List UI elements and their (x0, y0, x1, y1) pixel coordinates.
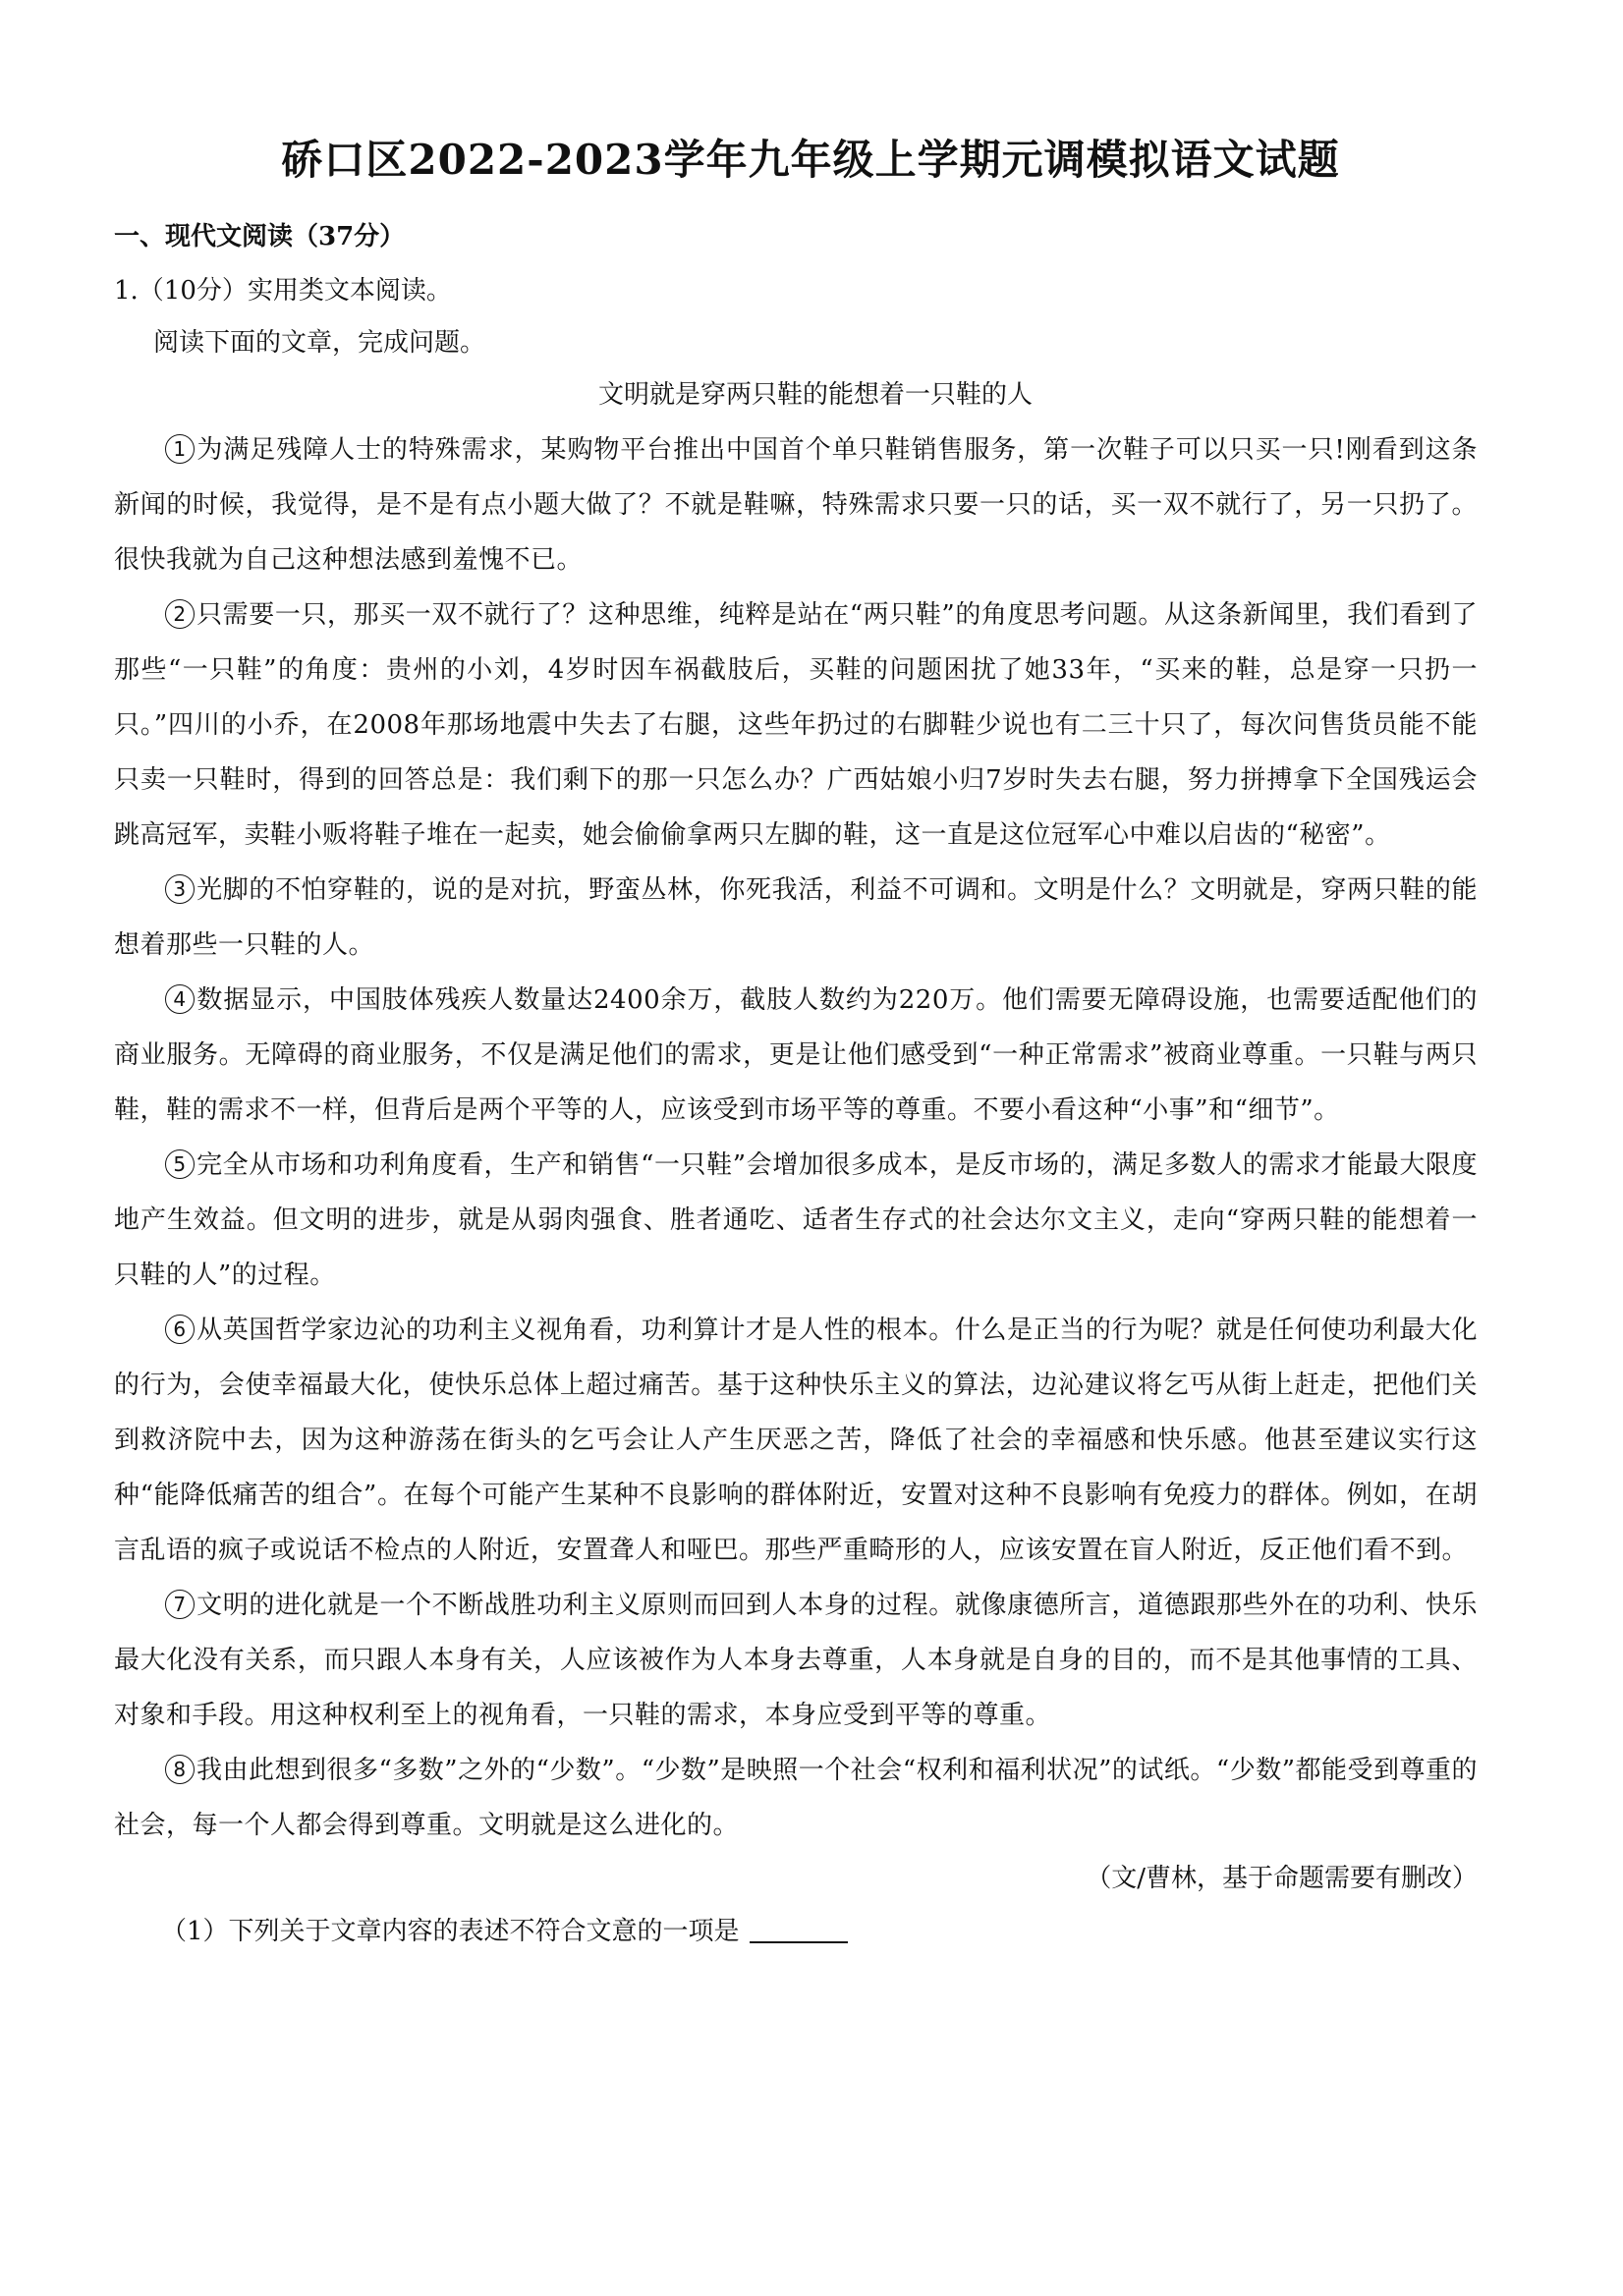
article-paragraph (114, 422, 1478, 588)
instruction-text: 阅读下面的文章，完成问题。 (153, 328, 486, 358)
paragraph-text: 从英国哲学家边沁的功利主义视角看，功利算计才是人性的根本。什么是正当的行为呢？就是任何使功利最大化的行为，会使幸福最大化，使快乐总体上超过痛苦。基于这种快乐主义的算法，边沁建议将乞丐从街上赶走，把他们关到救济院中去，因为这种游荡在街头的乞丐会让人产生厌恶之苦，降低了社会的幸福感和快乐感。他甚至建议实行这种“能降低痛苦的组合”。在每个可能产生某种不良影响的群体附近，安置对这种不良影响有免疫力的群体。例如，在胡言乱语的疯子或说话不检点的人附近，安置聋人和哑巴。那些严重畸形的人，应该安置在盲人附近，反正他们看不到。 (114, 1316, 1478, 1565)
paragraph-text: 文明的进化就是一个不断战胜功利主义原则而回到人本身的过程。就像康德所言，道德跟那些外在的功利、快乐最大化没有关系，而只跟人本身有关，人应该被作为人本身去尊重，人本身就是自身的目的，而不是其他事情的工具、对象和手段。用这种权利至上的视角看，一只鞋的需求，本身应受到平等的尊重。 (114, 1591, 1478, 1730)
paragraph-number: 6 (165, 1315, 195, 1344)
paragraph-text: 只需要一只，那买一双不就行了？这种思维，纯粹是站在“两只鞋”的角度思考问题。从这条新闻里，我们看到了那些“一只鞋”的角度：贵州的小刘，4岁时因车祸截肢后，买鞋的问题困扰了她33年，“买来的鞋，总是穿一只扔一只。”四川的小乔，在2008年那场地震中失去了右腿，这些年扔过的右脚鞋少说也有二三十只了，每次问售货员能不能只卖一只鞋时，得到的回答总是：我们剩下的那一只怎么办？广西姑娘小归7岁时失去右腿，努力拼搏拿下全国残运会跳高冠军，卖鞋小贩将鞋子堆在一起卖，她会偷偷拿两只左脚的鞋，这一直是这位冠军心中难以启齿的“秘密”。 (114, 600, 1478, 850)
article-paragraph (114, 1743, 1478, 1853)
article-body (114, 422, 1478, 1853)
article-paragraph (114, 863, 1478, 973)
attribution: （文/曹林，基于命题需要有删改） (1086, 1864, 1478, 1893)
paragraph-text: 数据显示，中国肢体残疾人数量达2400余万，截肢人数约为220万。他们需要无障碍设施，也需要适配他们的商业服务。无障碍的商业服务，不仅是满足他们的需求，更是让他们感受到“一种正常需求”被商业尊重。一只鞋与两只鞋，鞋的需求不一样，但背后是两个平等的人，应该受到市场平等的尊重。不要小看这种“小事”和“细节”。 (114, 985, 1478, 1125)
section-heading: 一、现代文阅读（37分） (114, 222, 406, 252)
document-title: 硚口区2022-2023学年九年级上学期元调模拟语文试题 (281, 136, 1340, 184)
article-paragraph (114, 973, 1478, 1138)
article-title: 文明就是穿两只鞋的能想着一只鞋的人 (597, 380, 1033, 410)
sub-question (161, 1912, 1478, 1951)
paragraph-text: 为满足残障人士的特殊需求，某购物平台推出中国首个单只鞋销售服务，第一次鞋子可以只买一只!刚看到这条新闻的时候，我觉得，是不是有点小题大做了？不就是鞋嘛，特殊需求只要一只的话，买一双不就行了，另一只扔了。很快我就为自己这种想法感到羞愧不已。 (114, 435, 1478, 575)
paragraph-number: 7 (165, 1590, 195, 1619)
article-paragraph (114, 1138, 1478, 1303)
article-paragraph (114, 588, 1478, 863)
paragraph-text: 完全从市场和功利角度看，生产和销售“一只鞋”会增加很多成本，是反市场的，满足多数人的需求才能最大限度地产生效益。但文明的进步，就是从弱肉强食、胜者通吃、适者生存式的社会达尔文主义，走向“穿两只鞋的能想着一只鞋的人”的过程。 (114, 1150, 1478, 1290)
paragraph-number: 5 (165, 1149, 195, 1179)
paragraph-number: 3 (165, 874, 195, 904)
article-paragraph (114, 1303, 1478, 1578)
answer-blank[interactable] (750, 1916, 848, 1943)
paragraph-number: 4 (165, 984, 195, 1014)
paragraph-number: 2 (165, 599, 195, 629)
paragraph-number: 1 (165, 434, 195, 464)
paragraph-text: 我由此想到很多“多数”之外的“少数”。“少数”是映照一个社会“权利和福利状况”的试纸。“少数”都能受到尊重的社会，每一个人都会得到尊重。文明就是这么进化的。 (114, 1756, 1478, 1840)
paragraph-number: 8 (165, 1755, 195, 1784)
sub-question-text: （1）下列关于文章内容的表述不符合文意的一项是 (161, 1917, 740, 1946)
paragraph-text: 光脚的不怕穿鞋的，说的是对抗，野蛮丛林，你死我活，利益不可调和。文明是什么？文明就是，穿两只鞋的能想着那些一只鞋的人。 (114, 875, 1478, 960)
article-paragraph (114, 1578, 1478, 1743)
question-heading: 1.（10分）实用类文本阅读。 (114, 276, 452, 306)
